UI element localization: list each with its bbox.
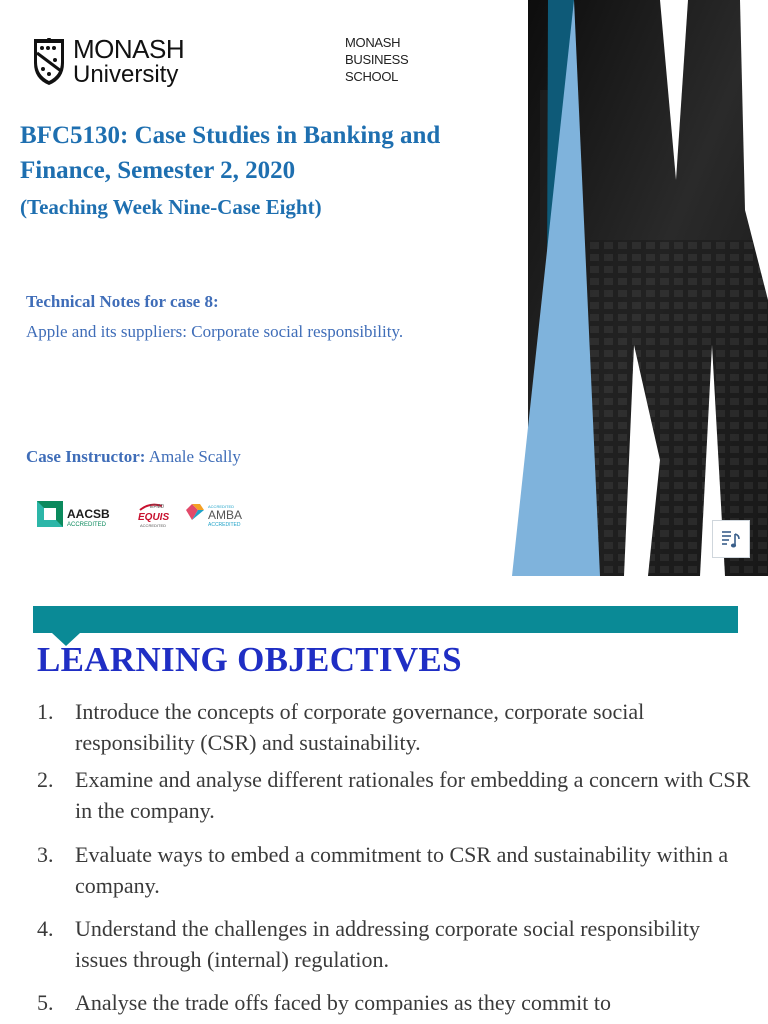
technical-notes-heading: Technical Notes for case 8: bbox=[26, 292, 219, 311]
learning-objectives-slide bbox=[0, 576, 768, 1024]
objective-number: 5. bbox=[37, 990, 54, 1015]
school-line-2: BUSINESS bbox=[345, 52, 409, 67]
equis-name: EQUIS bbox=[138, 512, 170, 523]
objective-item bbox=[37, 913, 757, 975]
aacsb-name: AACSB bbox=[67, 507, 110, 521]
instructor-label: Case Instructor: bbox=[26, 447, 146, 466]
objective-text: Analyse the trade offs faced by companies as they commit to bbox=[75, 990, 611, 1015]
technical-notes-text: Apple and its suppliers: Corporate social responsibility. bbox=[26, 322, 404, 341]
objective-text: Evaluate ways to embed a commitment to CSR and sustainability within a company. bbox=[75, 842, 729, 898]
objective-item bbox=[37, 764, 757, 826]
course-title: BFC5130: Case Studies in Banking and Finance, Semester 2, 2020 bbox=[20, 122, 441, 184]
objective-text: Understand the challenges in addressing corporate social responsibility issues through (internal) regulation. bbox=[75, 916, 700, 972]
university-sub: University bbox=[73, 61, 179, 88]
equis-sub: ACCREDITED bbox=[140, 523, 167, 528]
teaching-week-subtitle: (Teaching Week Nine-Case Eight) bbox=[20, 195, 322, 219]
amba-top: ACCREDITED bbox=[208, 504, 235, 509]
amba-name: AMBA bbox=[208, 508, 243, 522]
learning-objectives-title: LEARNING OBJECTIVES bbox=[37, 640, 462, 679]
school-line-1: MONASH bbox=[345, 35, 401, 50]
objective-number: 2. bbox=[37, 767, 54, 792]
objective-item bbox=[37, 839, 757, 901]
objective-item bbox=[37, 987, 757, 1018]
objective-number: 4. bbox=[37, 916, 54, 941]
school-line-3: SCHOOL bbox=[345, 69, 399, 84]
objective-number: 1. bbox=[37, 699, 54, 724]
playlist-music-icon bbox=[721, 528, 741, 550]
university-name: MONASH bbox=[73, 34, 185, 64]
aacsb-sub: ACCREDITED bbox=[67, 522, 107, 528]
amba-sub: ACCREDITED bbox=[208, 522, 241, 528]
objective-text: Introduce the concepts of corporate governance, corporate social responsibility (CSR) and sustainability. bbox=[75, 699, 645, 755]
instructor-name: Amale Scally bbox=[148, 447, 241, 466]
objective-text: Examine and analyse different rationales for embedding a concern with CSR in the company. bbox=[75, 767, 751, 823]
equis-top: EFMD bbox=[150, 504, 165, 510]
objective-number: 3. bbox=[37, 842, 54, 867]
playlist-button[interactable] bbox=[712, 520, 750, 558]
objective-item bbox=[37, 696, 757, 758]
objectives-list bbox=[37, 696, 757, 1018]
